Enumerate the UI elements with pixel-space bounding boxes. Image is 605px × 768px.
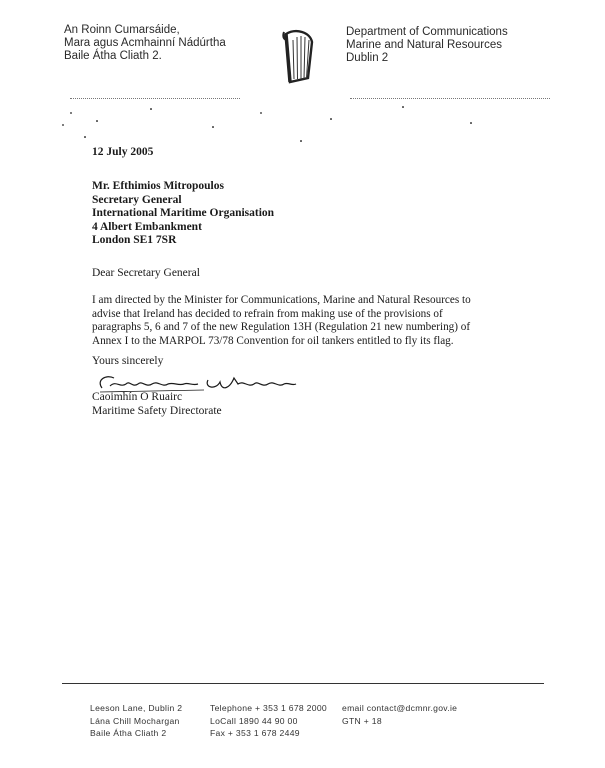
letterhead-english-line: Department of Communications: [346, 26, 508, 38]
footer-line: email contact@dcmnr.gov.ie: [342, 703, 458, 713]
body-line: I am directed by the Minister for Communications, Marine and Natural Resources to: [92, 294, 471, 306]
recipient-line: Mr. Efthimios Mitropoulos: [92, 180, 224, 192]
scan-speck: [150, 108, 152, 110]
letterhead-rule-left: [70, 98, 240, 99]
scan-speck: [402, 106, 404, 108]
recipient-line: 4 Albert Embankment: [92, 220, 202, 233]
letterhead-irish-line: Mara agus Acmhainní Nádúrtha: [64, 37, 226, 49]
footer-phone: [210, 702, 340, 740]
recipient-address: [92, 180, 274, 248]
footer-line: GTN + 18: [342, 715, 382, 726]
scan-speck: [470, 122, 472, 124]
body-line: advise that Ireland has decided to refrain from making use of the provisions of: [92, 307, 443, 320]
letter-date: 12 July 2005: [92, 146, 154, 158]
footer-line: Leeson Lane, Dublin 2: [90, 703, 183, 713]
footer-line: Baile Átha Cliath 2: [90, 728, 167, 738]
footer-line: Telephone + 353 1 678 2000: [210, 703, 327, 713]
closing: Yours sincerely: [92, 355, 164, 367]
footer-line: Lána Chill Mochargan: [90, 715, 180, 726]
scan-speck: [96, 120, 98, 122]
scan-speck: [212, 126, 214, 128]
letterhead-irish-line: Baile Átha Cliath 2.: [64, 50, 162, 62]
letterhead-english: [346, 26, 586, 65]
letterhead-rule-right: [350, 98, 550, 99]
letterhead-irish-line: An Roinn Cumarsáide,: [64, 24, 180, 36]
harp-icon: [278, 28, 318, 86]
footer-address: [90, 702, 200, 740]
scan-speck: [300, 140, 302, 142]
scan-speck: [330, 118, 332, 120]
scan-speck: [260, 112, 262, 114]
footer-line: Fax + 353 1 678 2449: [210, 728, 300, 738]
scan-speck: [62, 124, 64, 126]
footer-contact: [342, 702, 542, 727]
letterhead-english-line: Marine and Natural Resources: [346, 39, 502, 51]
footer-line: LoCall 1890 44 90 00: [210, 715, 298, 726]
scan-speck: [70, 112, 72, 114]
body-line: Annex I to the MARPOL 73/78 Convention for oil tankers entitled to fly its flag.: [92, 334, 454, 347]
letterhead-irish: [64, 24, 254, 63]
recipient-line: Secretary General: [92, 193, 182, 206]
letter-body: [92, 294, 492, 348]
footer-rule: [62, 683, 544, 684]
recipient-line: London SE1 7SR: [92, 234, 177, 246]
body-line: paragraphs 5, 6 and 7 of the new Regulation 13H (Regulation 21 new numbering) of: [92, 321, 471, 333]
signer-title: Maritime Safety Directorate: [92, 404, 222, 417]
letterhead-english-line: Dublin 2: [346, 52, 389, 64]
signer-name: Caoimhín O Ruairc: [92, 391, 183, 403]
scan-speck: [84, 136, 86, 138]
signer-block: [92, 391, 222, 418]
salutation: Dear Secretary General: [92, 267, 200, 279]
recipient-line: International Maritime Organisation: [92, 207, 275, 219]
